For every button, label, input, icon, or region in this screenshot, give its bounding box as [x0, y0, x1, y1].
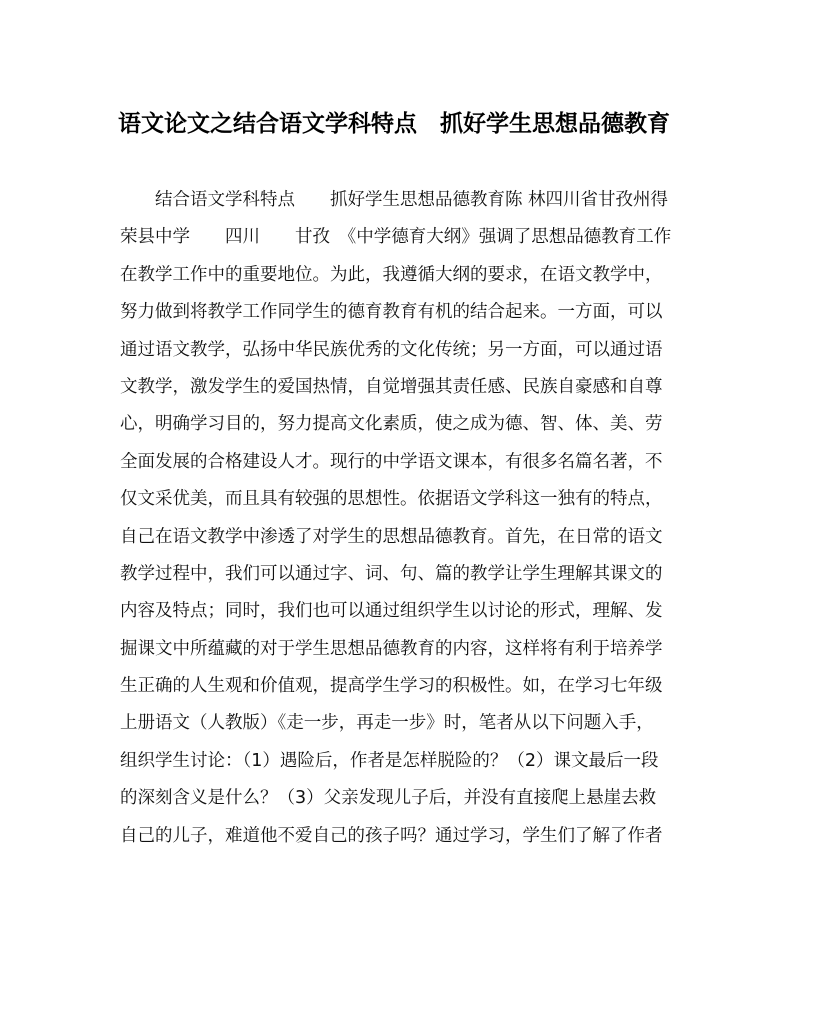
body-line: 结合语文学科特点 抓好学生思想品德教育陈 林四川省甘孜州得: [120, 190, 669, 210]
body-line: 文教学，激发学生的爱国热情，自觉增强其责任感、民族自豪感和自尊: [120, 376, 663, 397]
body-line: 在教学工作中的重要地位。为此，我遵循大纲的要求，在语文教学中，: [120, 264, 663, 285]
body-line: 仅文采优美，而且具有较强的思想性。依据语文学科这一独有的特点，: [120, 489, 663, 510]
body-line: 掘课文中所蕴藏的对于学生思想品德教育的内容，这样将有利于培养学: [120, 638, 663, 659]
document-title: 语文论文之结合语文学科特点 抓好学生思想品德教育: [118, 110, 670, 137]
body-line: 自己的儿子，难道他不爱自己的孩子吗？通过学习，学生们了解了作者: [120, 825, 663, 846]
body-line: 教学过程中，我们可以通过字、词、句、篇的教学让学生理解其课文的: [120, 563, 663, 584]
body-line: 心，明确学习目的，努力提高文化素质，使之成为德、智、体、美、劳: [120, 414, 663, 435]
body-line: 努力做到将教学工作同学生的德育教育有机的结合起来。一方面，可以: [120, 302, 663, 323]
body-line: 荣县中学 四川 甘孜 《中学德育大纲》强调了思想品德教育工作: [120, 227, 672, 248]
document-body: [120, 182, 700, 855]
body-line: 通过语文教学，弘扬中华民族优秀的文化传统；另一方面，可以通过语: [120, 339, 663, 360]
body-line: 自己在语文教学中渗透了对学生的思想品德教育。首先，在日常的语文: [120, 526, 663, 547]
body-line: 组织学生讨论：（1）遇险后，作者是怎样脱险的？（2）课文最后一段: [120, 750, 659, 771]
body-line: 内容及特点；同时，我们也可以通过组织学生以讨论的形式，理解、发: [120, 601, 663, 622]
body-line: 全面发展的合格建设人才。现行的中学语文课本，有很多名篇名著，不: [120, 451, 663, 472]
body-line: 的深刻含义是什么？（3）父亲发现儿子后，并没有直接爬上悬崖去救: [120, 788, 657, 809]
body-line: 上册语文（人教版）《走一步，再走一步》时，笔者从以下问题入手，: [120, 713, 654, 734]
body-line: 生正确的人生观和价值观，提高学生学习的积极性。如，在学习七年级: [120, 676, 663, 697]
